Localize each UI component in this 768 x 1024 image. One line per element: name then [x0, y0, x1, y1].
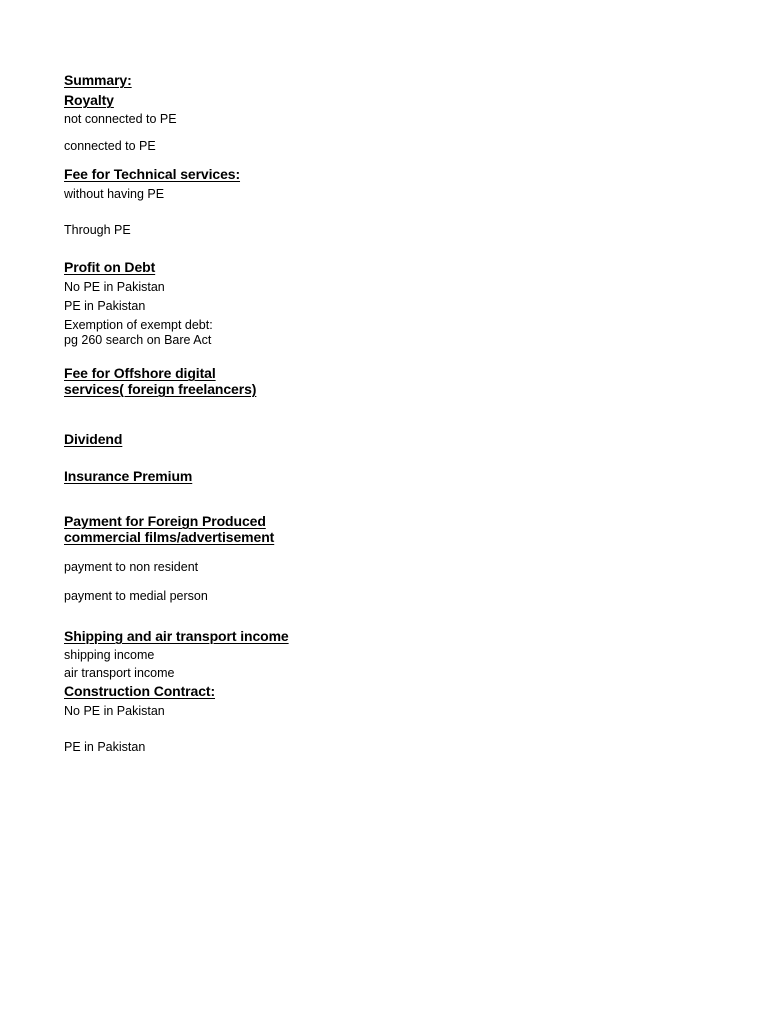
royalty-item: not connected to PE — [64, 112, 177, 126]
debt-item: pg 260 search on Bare Act — [64, 333, 212, 347]
films-item: payment to medial person — [64, 589, 208, 603]
films-item: payment to non resident — [64, 560, 199, 574]
summary-title: Summary: — [64, 72, 132, 88]
construction-heading: Construction Contract: — [64, 683, 216, 699]
shipping-item: shipping income — [64, 648, 155, 662]
shipping-item: air transport income — [64, 666, 175, 680]
fts-item: without having PE — [64, 187, 165, 201]
debt-item: PE in Pakistan — [64, 299, 146, 313]
construction-item: No PE in Pakistan — [64, 704, 165, 718]
royalty-heading: Royalty — [64, 92, 114, 108]
insurance-heading: Insurance Premium — [64, 468, 193, 484]
construction-item: PE in Pakistan — [64, 740, 146, 754]
debt-item: No PE in Pakistan — [64, 280, 165, 294]
films-heading: commercial films/advertisement — [64, 529, 275, 545]
shipping-heading: Shipping and air transport income — [64, 628, 289, 644]
royalty-item: connected to PE — [64, 139, 156, 153]
films-heading: Payment for Foreign Produced — [64, 513, 266, 529]
offshore-heading: Fee for Offshore digital — [64, 365, 216, 381]
debt-item: Exemption of exempt debt: — [64, 318, 213, 332]
debt-heading: Profit on Debt — [64, 259, 156, 275]
fts-item: Through PE — [64, 223, 131, 237]
offshore-heading: services( foreign freelancers) — [64, 381, 257, 397]
dividend-heading: Dividend — [64, 431, 123, 447]
fts-heading: Fee for Technical services: — [64, 166, 241, 182]
